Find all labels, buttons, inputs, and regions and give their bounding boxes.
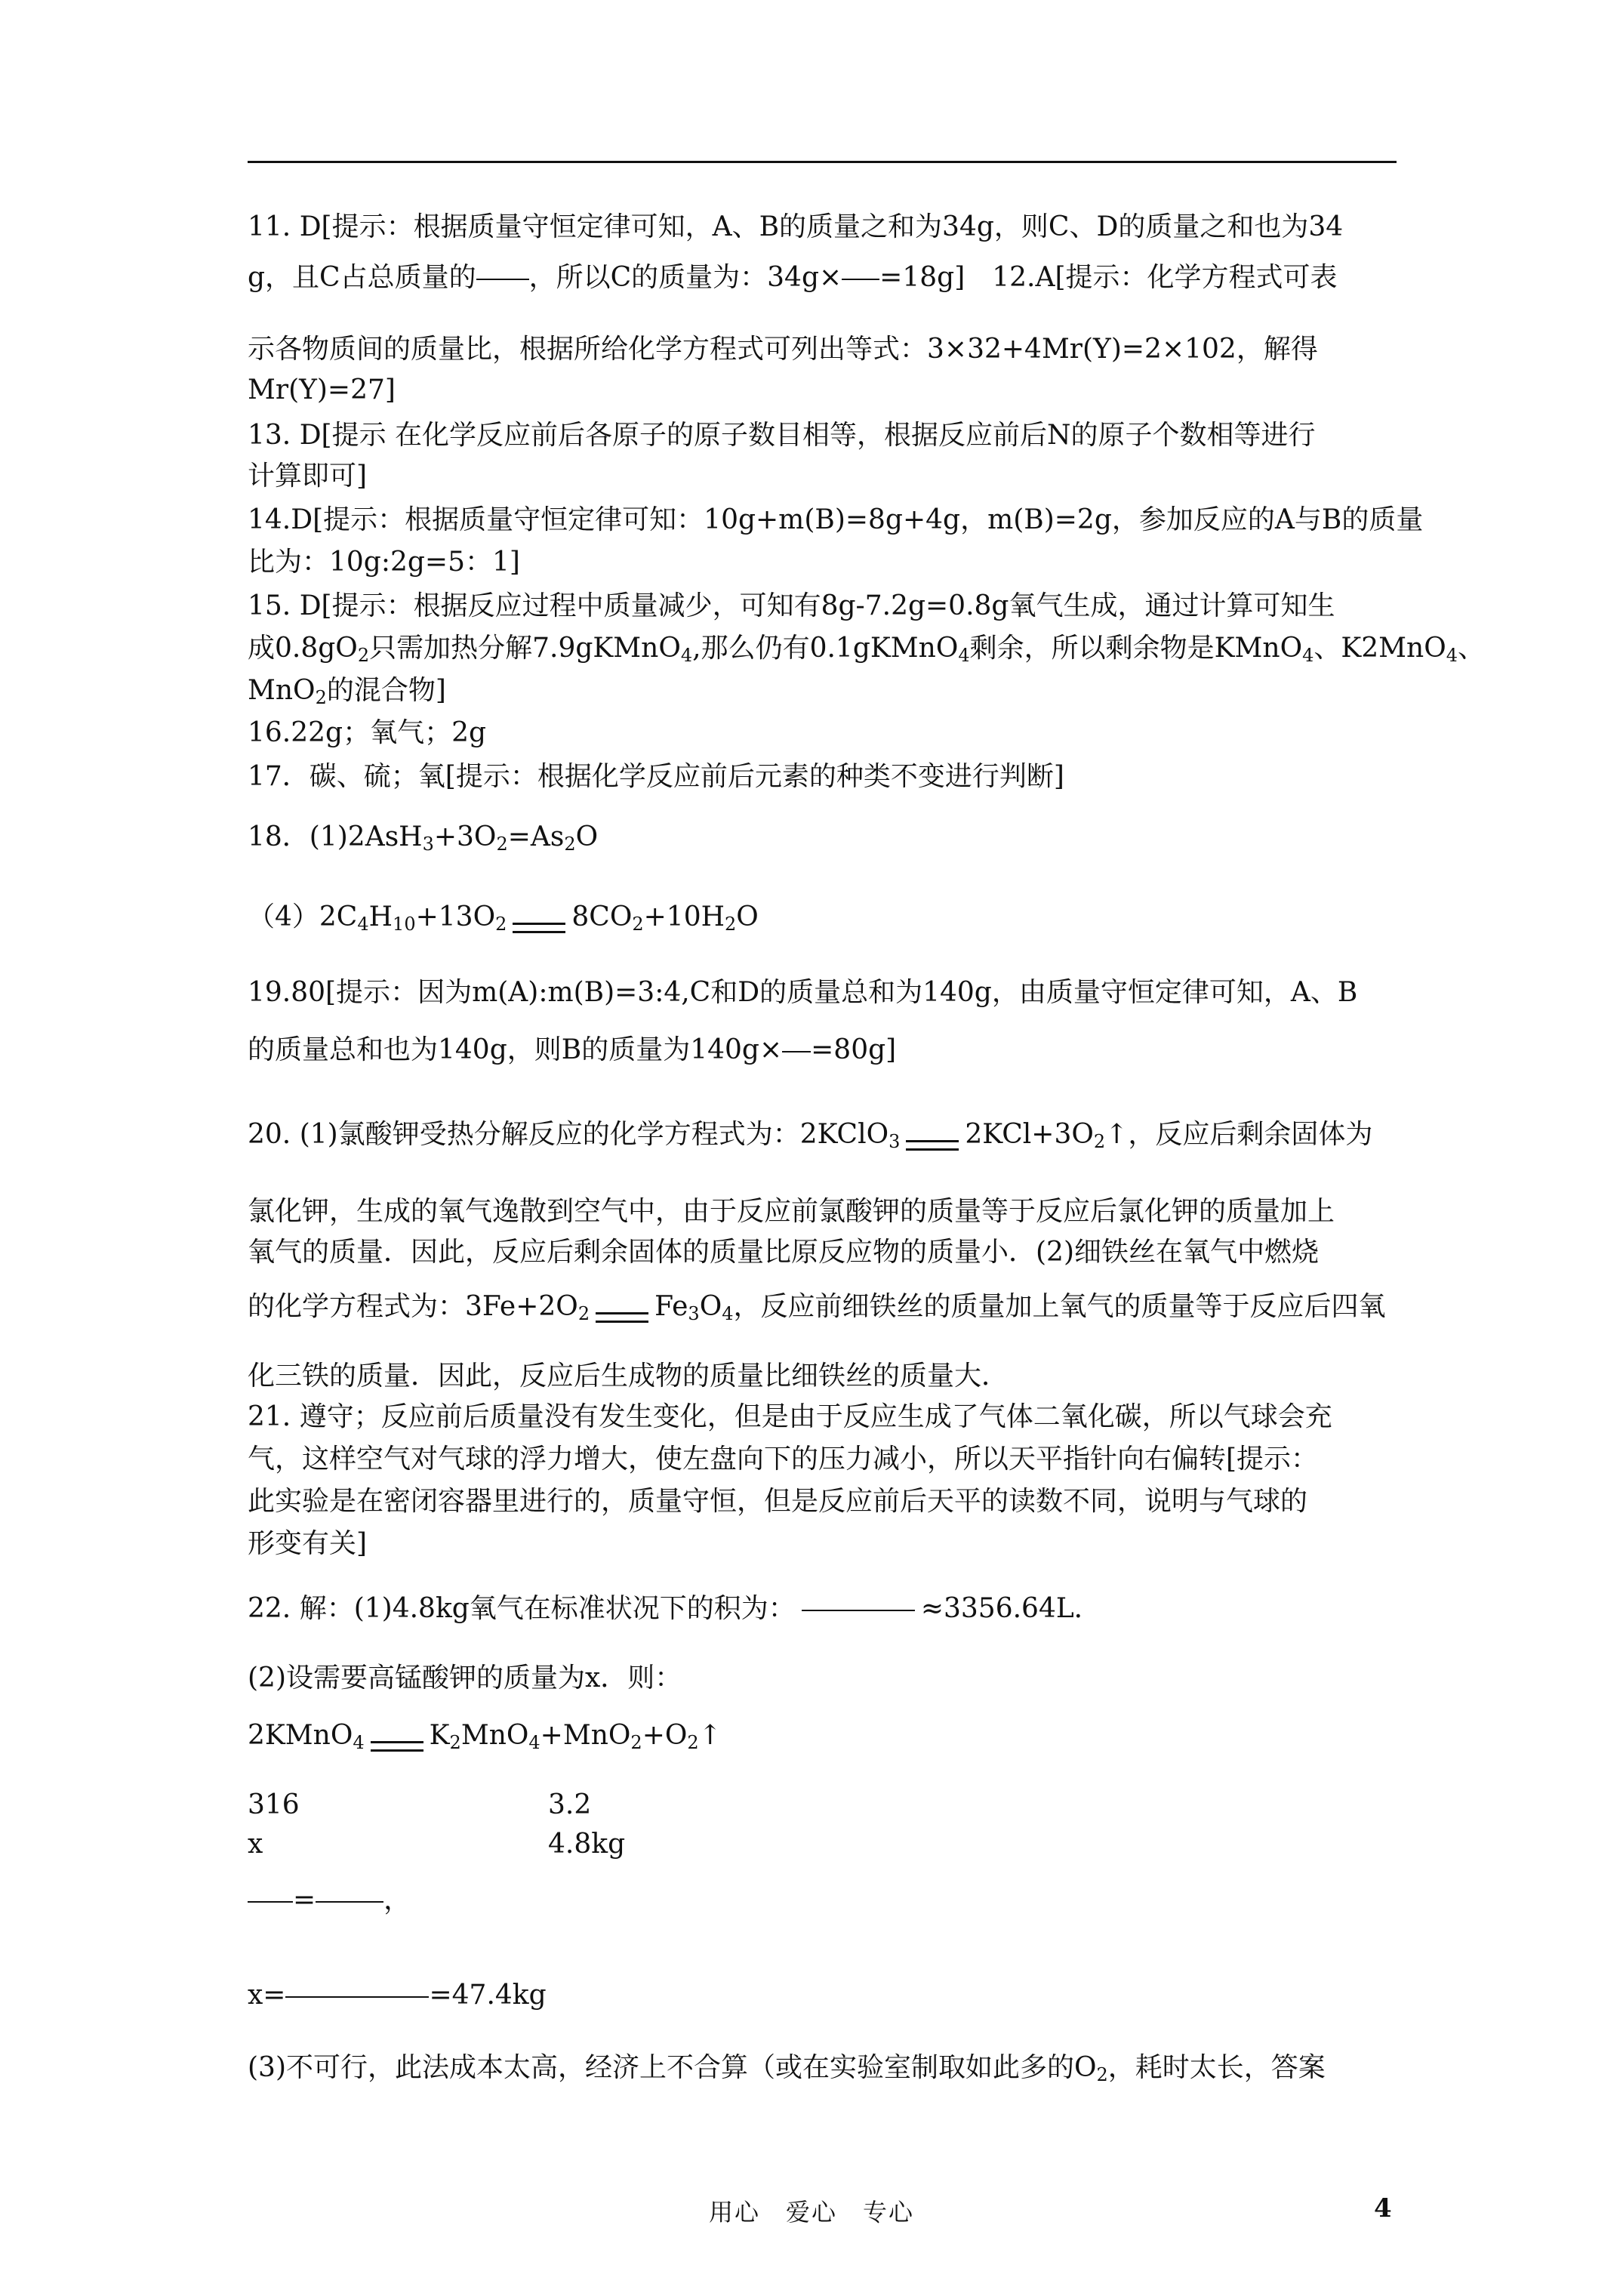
line-21b: 气，这样空气对气球的浮力增大，使左盘向下的压力减小，所以天平指针向右偏转[提示：	[248, 1444, 1319, 1475]
line-20c: 氧气的质量．因此，反应后剩余固体的质量比原反应物的质量小．(2)细铁丝在氧气中燃烧	[248, 1237, 1319, 1268]
page-footer: 用心 爱心 专心	[708, 2198, 914, 2227]
line-22e-right: 4.8kg	[548, 1829, 626, 1860]
line-20: 20. (1)氯酸钾受热分解反应的化学方程式为：2KClO$_3$ $2KCl+3O_2↑$，反应后剩余固体为	[248, 1119, 1373, 1152]
line-17: 17．碳、硫；氧[提示：根据化学反应前后元素的种类不变进行判断]	[248, 761, 1064, 792]
line-15b: 成$0.8gO_2$只需加热分解7.9gKMnO$_4$,那么仍有0.1gKMnO$_4$剩余，所以剩余物是KMnO$_4$、K2MnO$_4$、	[248, 633, 1486, 666]
line-20e: 化三铁的质量．因此，反应后生成物的质量比细铁丝的质量大．	[248, 1361, 1009, 1391]
line-19: 19.80[提示：因为m(A):m(B)=3:4,C和D的质量总和为140g，由质量守恒定律可知，A、B	[248, 977, 1358, 1008]
line-22d-right: 3.2	[548, 1789, 592, 1820]
line-15c: MnO$_2$的混合物]	[248, 675, 446, 708]
line-21c: 此实验是在密闭容器里进行的，质量守恒，但是反应前后天平的读数不同，说明与气球的	[248, 1486, 1308, 1517]
line-18: 18．$(1)2AsH_3+3O_2=As_2O$	[248, 821, 599, 855]
line-22b: (2)设需要高锰酸钾的质量为x．则：	[248, 1663, 682, 1693]
line-13b: 计算即可]	[248, 461, 368, 492]
line-13: 13. D[提示 在化学反应前后各原子的原子数目相等，根据反应前后N的原子个数相等进行	[248, 420, 1316, 451]
page-number: 4	[1374, 2193, 1392, 2224]
equation-equals	[906, 1140, 959, 1151]
line-12: 示各物质间的质量比，根据所给化学方程式可列出等式：3×32+4Mr(Y)=2×102，解得	[248, 334, 1318, 365]
line-12b: Mr(Y)=27]	[248, 374, 396, 405]
line-22: 22. 解：(1)4.8kg氧气在标准状况下的积为： ≈3356.64L．	[248, 1593, 1101, 1624]
equation-equals	[596, 1312, 648, 1323]
line-22h: (3)不可行，此法成本太高，经济上不合算（或在实验室制取如此多的$O_2$，耗时太长，答案	[248, 2052, 1326, 2085]
line-14b: 比为：10g:2g=5：1]	[248, 547, 520, 578]
line-11b: g，且C占总质量的 ，所以C的质量为：34g× =18g] 12.A[提示：化学方程式可表	[248, 262, 1338, 293]
line-22c: 2KMnO$_4$ $K_2MnO_4+MnO_2+O_2↑$	[248, 1720, 722, 1753]
line-22d: 316	[248, 1789, 300, 1820]
line-21: 21. 遵守；反应前后质量没有发生变化，但是由于反应生成了气体二氧化碳，所以气球会充	[248, 1401, 1332, 1432]
equation-equals	[513, 923, 565, 933]
line-22f: = ，	[248, 1883, 411, 1918]
line-11a: 11. D[提示：根据质量守恒定律可知，A、B的质量之和为34g，则C、D的质量之和也为34	[248, 211, 1344, 242]
line-22e: x	[248, 1829, 263, 1860]
line-15: 15. D[提示：根据反应过程中质量减少，可知有8g-7.2g=0.8g氧气生成，通过计算可知生	[248, 590, 1335, 621]
equation-equals	[371, 1741, 423, 1752]
line-18b: $(4)2C_4H_{10}+13O_2$ $8CO_2+10H_2O$	[248, 901, 759, 935]
header-rule	[248, 161, 1397, 163]
line-21d: 形变有关]	[248, 1528, 368, 1559]
line-20b: 氯化钾，生成的氧气逸散到空气中，由于反应前氯酸钾的质量等于反应后氯化钾的质量加上	[248, 1196, 1335, 1227]
line-22g: x= =47.4kg	[248, 1980, 547, 2011]
line-20d: 的化学方程式为：$3Fe+2O_2$ $Fe_3O_4$，反应前细铁丝的质量加上氧气的质量等于反应后四氧	[248, 1291, 1386, 1324]
line-14: 14.D[提示：根据质量守恒定律可知：10g+m(B)=8g+4g，m(B)=2g，参加反应的A与B的质量	[248, 504, 1424, 535]
line-19b: 的质量总和也为140g，则B的质量为140g× =80g]	[248, 1034, 897, 1065]
line-16: 16.22g；氧气；2g	[248, 717, 487, 748]
